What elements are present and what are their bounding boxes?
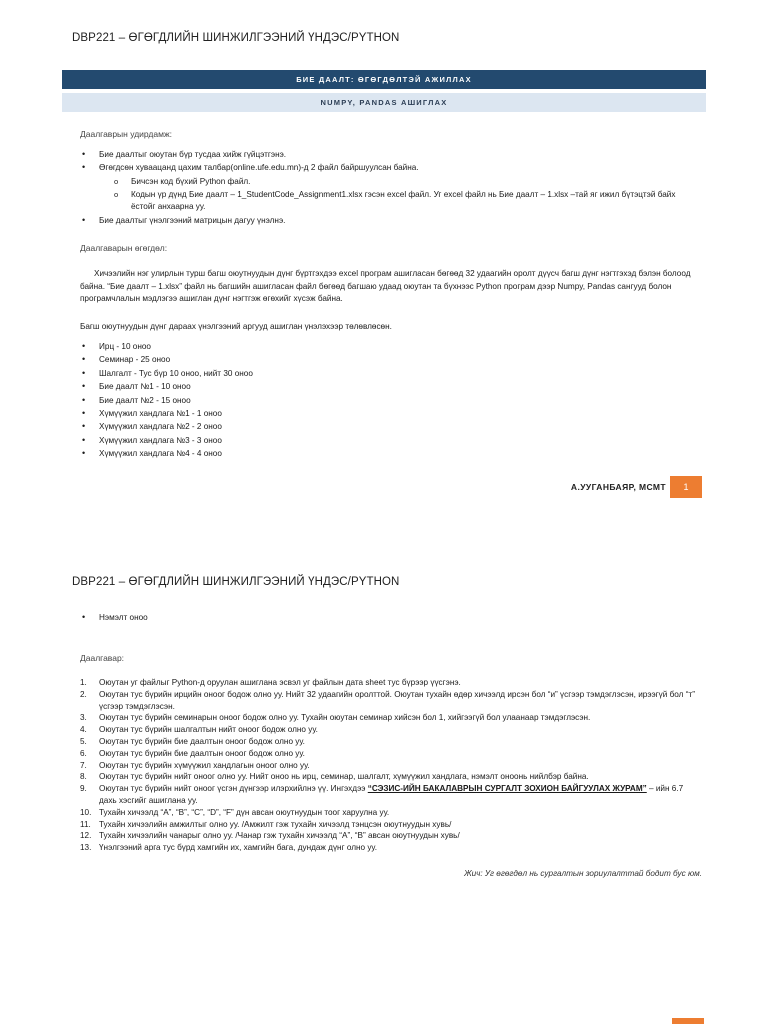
guide-item: • Бие даалтыг үнэлгээний матрицын дагуу үнэлнэ. bbox=[80, 214, 700, 227]
task-text-before: Оюутан тус бүрийн нийт оноог үсгэн дүнгээр илэрхийлнэ үү. Ингэхдээ bbox=[99, 784, 368, 794]
task-item bbox=[80, 760, 700, 772]
task-number: 8. bbox=[80, 772, 87, 782]
problem-data-label: Даалгаварын өгөгдөл: bbox=[80, 243, 168, 253]
task-item bbox=[80, 748, 700, 760]
task-text: Үнэлгээний арга тус бүрд хамгийн их, хамгийн бага, дундаж дүнг олно уу. bbox=[99, 843, 377, 853]
task-number: 10. bbox=[80, 807, 92, 817]
task-number: 3. bbox=[80, 713, 87, 723]
grading-item: • Ирц - 10 оноо bbox=[80, 340, 480, 353]
page-header-title: DBP221 – ӨГӨГДЛИЙН ШИНЖИЛГЭЭНИЙ ҮНДЭС/PYTHON bbox=[72, 576, 400, 588]
grading-list bbox=[80, 340, 480, 461]
task-number: 1. bbox=[80, 678, 87, 687]
task-item bbox=[80, 771, 700, 783]
grading-item: • Хүмүүжил хандлага №1 - 1 оноо bbox=[80, 407, 480, 420]
task-text: Оюутан тус бүрийн шалгалтын нийт оноог бодож олно уу. bbox=[99, 725, 318, 735]
guide-list bbox=[80, 148, 700, 175]
task-number: 7. bbox=[80, 760, 87, 770]
task-text: Оюутан тус бүрийн бие даалтын оноог бодож олно уу. bbox=[99, 736, 305, 746]
task-item bbox=[80, 819, 700, 831]
page-number: 1 bbox=[683, 482, 689, 492]
problem-paragraph: Хичээлийн нэг улирлын турш багш оюутнуудын дүнг бүртгэхдээ excel програм ашигласан бөгөөд 32 удаагийн оролт дүүсч багш дүнг нэгтгэхэд бэлэн болоод байна. “Бие даалт – 1.xlsx” файл нь багшийн ашигласан файл бөгөөд багшаю удаад оюутан та бүхнээс Python програм дээр Numpy, Pandas сангууд болон програмчлалын мэдлэгээ ашиглан дүнг нэгтгэж өгөхийг хүсэж байна. bbox=[80, 269, 691, 303]
assignment-subtitle-banner bbox=[62, 93, 706, 112]
task-item bbox=[80, 807, 700, 819]
task-text: Тухайн хичээлийн чанарыг олно уу. /Чанар гэж тухайн хичээлд “A”, “B” авсан оюутнуудын хувь/ bbox=[99, 831, 460, 841]
grading-item: • Хүмүүжил хандлага №2 - 2 оноо bbox=[80, 420, 480, 433]
footer-author: А.УУГАНБАЯР, МСМТ bbox=[570, 482, 666, 492]
grading-item: • Бие даалт №1 - 10 оноо bbox=[80, 380, 480, 393]
assignment-title: БИЕ ДААЛТ: ӨГӨГДӨЛТЭЙ АЖИЛЛАХ bbox=[296, 75, 472, 84]
assignment-title-banner bbox=[62, 70, 706, 89]
regulation-link[interactable]: “СЭЗИС-ИЙН БАКАЛАВРЫН СУРГАЛТ ЗОХИОН БАЙГУУЛАХ ЖУРАМ” bbox=[367, 784, 647, 794]
task-text: Оюутан тус бүрийн ирцийн оноог бодож олно уу. Нийт 32 удаагийн оролттой. Оюутан тухайн өдөр хичээлд ирсэн бол “и” үсгээр тэмдэглэсэн, ирээгүй бол “т” үсгээр тэмдэглэсэн. bbox=[99, 689, 695, 711]
task-text-after: – ийн 6.7 дахь хэсгийг ашиглана уу. bbox=[99, 784, 684, 805]
task-label: Даалгавар: bbox=[80, 653, 125, 663]
page-header-title: DBP221 – ӨГӨГДЛИЙН ШИНЖИЛГЭЭНИЙ ҮНДЭС/PYTHON bbox=[72, 32, 400, 44]
task-item bbox=[80, 830, 700, 842]
task-item bbox=[80, 712, 700, 724]
task-number: 2. bbox=[80, 689, 87, 699]
task-text: Оюутан тус бүрийн нийт оноог олно уу. Нийт оноо нь ирц, семинар, шалгалт, хүмүүжил хандлага, нэмэлт оноонь нийлбэр байна. bbox=[99, 772, 589, 782]
grading-intro: Багш оюутнуудын дүнг дараах үнэлгээний аргууд ашиглан үнэлэхээр төлөвлөсөн. bbox=[80, 322, 392, 331]
task-text bbox=[99, 783, 700, 807]
task-item bbox=[80, 842, 700, 854]
task-text: Оюутан тус бүрийн семинарын оноог бодож олно уу. Тухайн оюутан семинар хийсэн бол 1, хийгээгүй бол улаанаар тэмдэглэсэн. bbox=[99, 713, 591, 723]
task-text: Оюутан тус бүрийн бие даалтын оноог бодож олно уу. bbox=[99, 748, 305, 758]
task-item bbox=[80, 677, 700, 689]
extra-item: • Нэмэлт оноо bbox=[80, 611, 480, 624]
task-item bbox=[80, 689, 700, 713]
guide-sub-item: o Бичсэн код бүхий Python файл. bbox=[114, 176, 700, 189]
task-number: 4. bbox=[80, 725, 87, 735]
task-item bbox=[80, 783, 700, 807]
guide-sub-item: o Кодын үр дүнд Бие даалт – 1_StudentCode_Assignment1.xlsx гэсэн excel файл. Уг excel файл нь Бие даалт – 1.xlsx –тай яг ижил бүтэцтэй байх ёстойг анхаарна уу. bbox=[114, 189, 700, 214]
extra-list bbox=[80, 611, 480, 624]
page-number-badge-partial bbox=[672, 1018, 704, 1024]
assignment-subtitle: NUMPY, PANDAS АШИГЛАХ bbox=[320, 98, 448, 107]
task-item bbox=[80, 724, 700, 736]
grading-item: • Шалгалт - Тус бүр 10 оноо, нийт 30 оноо bbox=[80, 367, 480, 380]
task-text: Тухайн хичээлд “A”, “B”, “C”, “D”, “F” дүн авсан оюутнуудын тоог харуулна уу. bbox=[99, 807, 390, 817]
guide-item: • Бие даалтыг оюутан бүр тусдаа хийж гүйцэтгэнэ. bbox=[80, 148, 700, 161]
task-number: 11. bbox=[80, 819, 91, 829]
task-number: 6. bbox=[80, 748, 87, 758]
grading-item: • Хүмүүжил хандлага №3 - 3 оноо bbox=[80, 434, 480, 447]
grading-item: • Бие даалт №2 - 15 оноо bbox=[80, 394, 480, 407]
guide-label: Даалгаврын удирдамж: bbox=[80, 129, 173, 139]
guide-item: • Өгөгдсөн хуваацанд цахим талбар(online.ufe.edu.mn)-д 2 файл байршуулсан байна. bbox=[80, 161, 700, 174]
guide-sub-list bbox=[114, 176, 700, 214]
guide-list-last bbox=[80, 214, 700, 227]
page-number-badge bbox=[670, 476, 702, 498]
task-text: Оюутан уг файлыг Python-д оруулан ашиглана эсвэл уг файлын дата sheet тус бүрээр үүсгэнэ. bbox=[99, 678, 461, 687]
task-list bbox=[80, 677, 700, 854]
grading-item: • Хүмүүжил хандлага №4 - 4 оноо bbox=[80, 447, 480, 460]
task-number: 13. bbox=[80, 843, 92, 853]
task-number: 9. bbox=[80, 784, 87, 794]
task-number: 5. bbox=[80, 736, 87, 746]
task-text: Оюутан тус бүрийн хүмүүжил хандлагын оноог олно уу. bbox=[99, 760, 310, 770]
task-text: Тухайн хичээлийн амжилтыг олно уу. /Амжилт гэж тухайн хичээлд тэнцсэн оюутнуудын хувь/ bbox=[99, 819, 452, 829]
footnote: Жич: Уг өгөгдөл нь сургалтын зориулалттай бодит бус юм. bbox=[464, 869, 702, 878]
task-number: 12. bbox=[80, 831, 92, 841]
grading-item: • Семинар - 25 оноо bbox=[80, 353, 480, 366]
task-item bbox=[80, 736, 700, 748]
